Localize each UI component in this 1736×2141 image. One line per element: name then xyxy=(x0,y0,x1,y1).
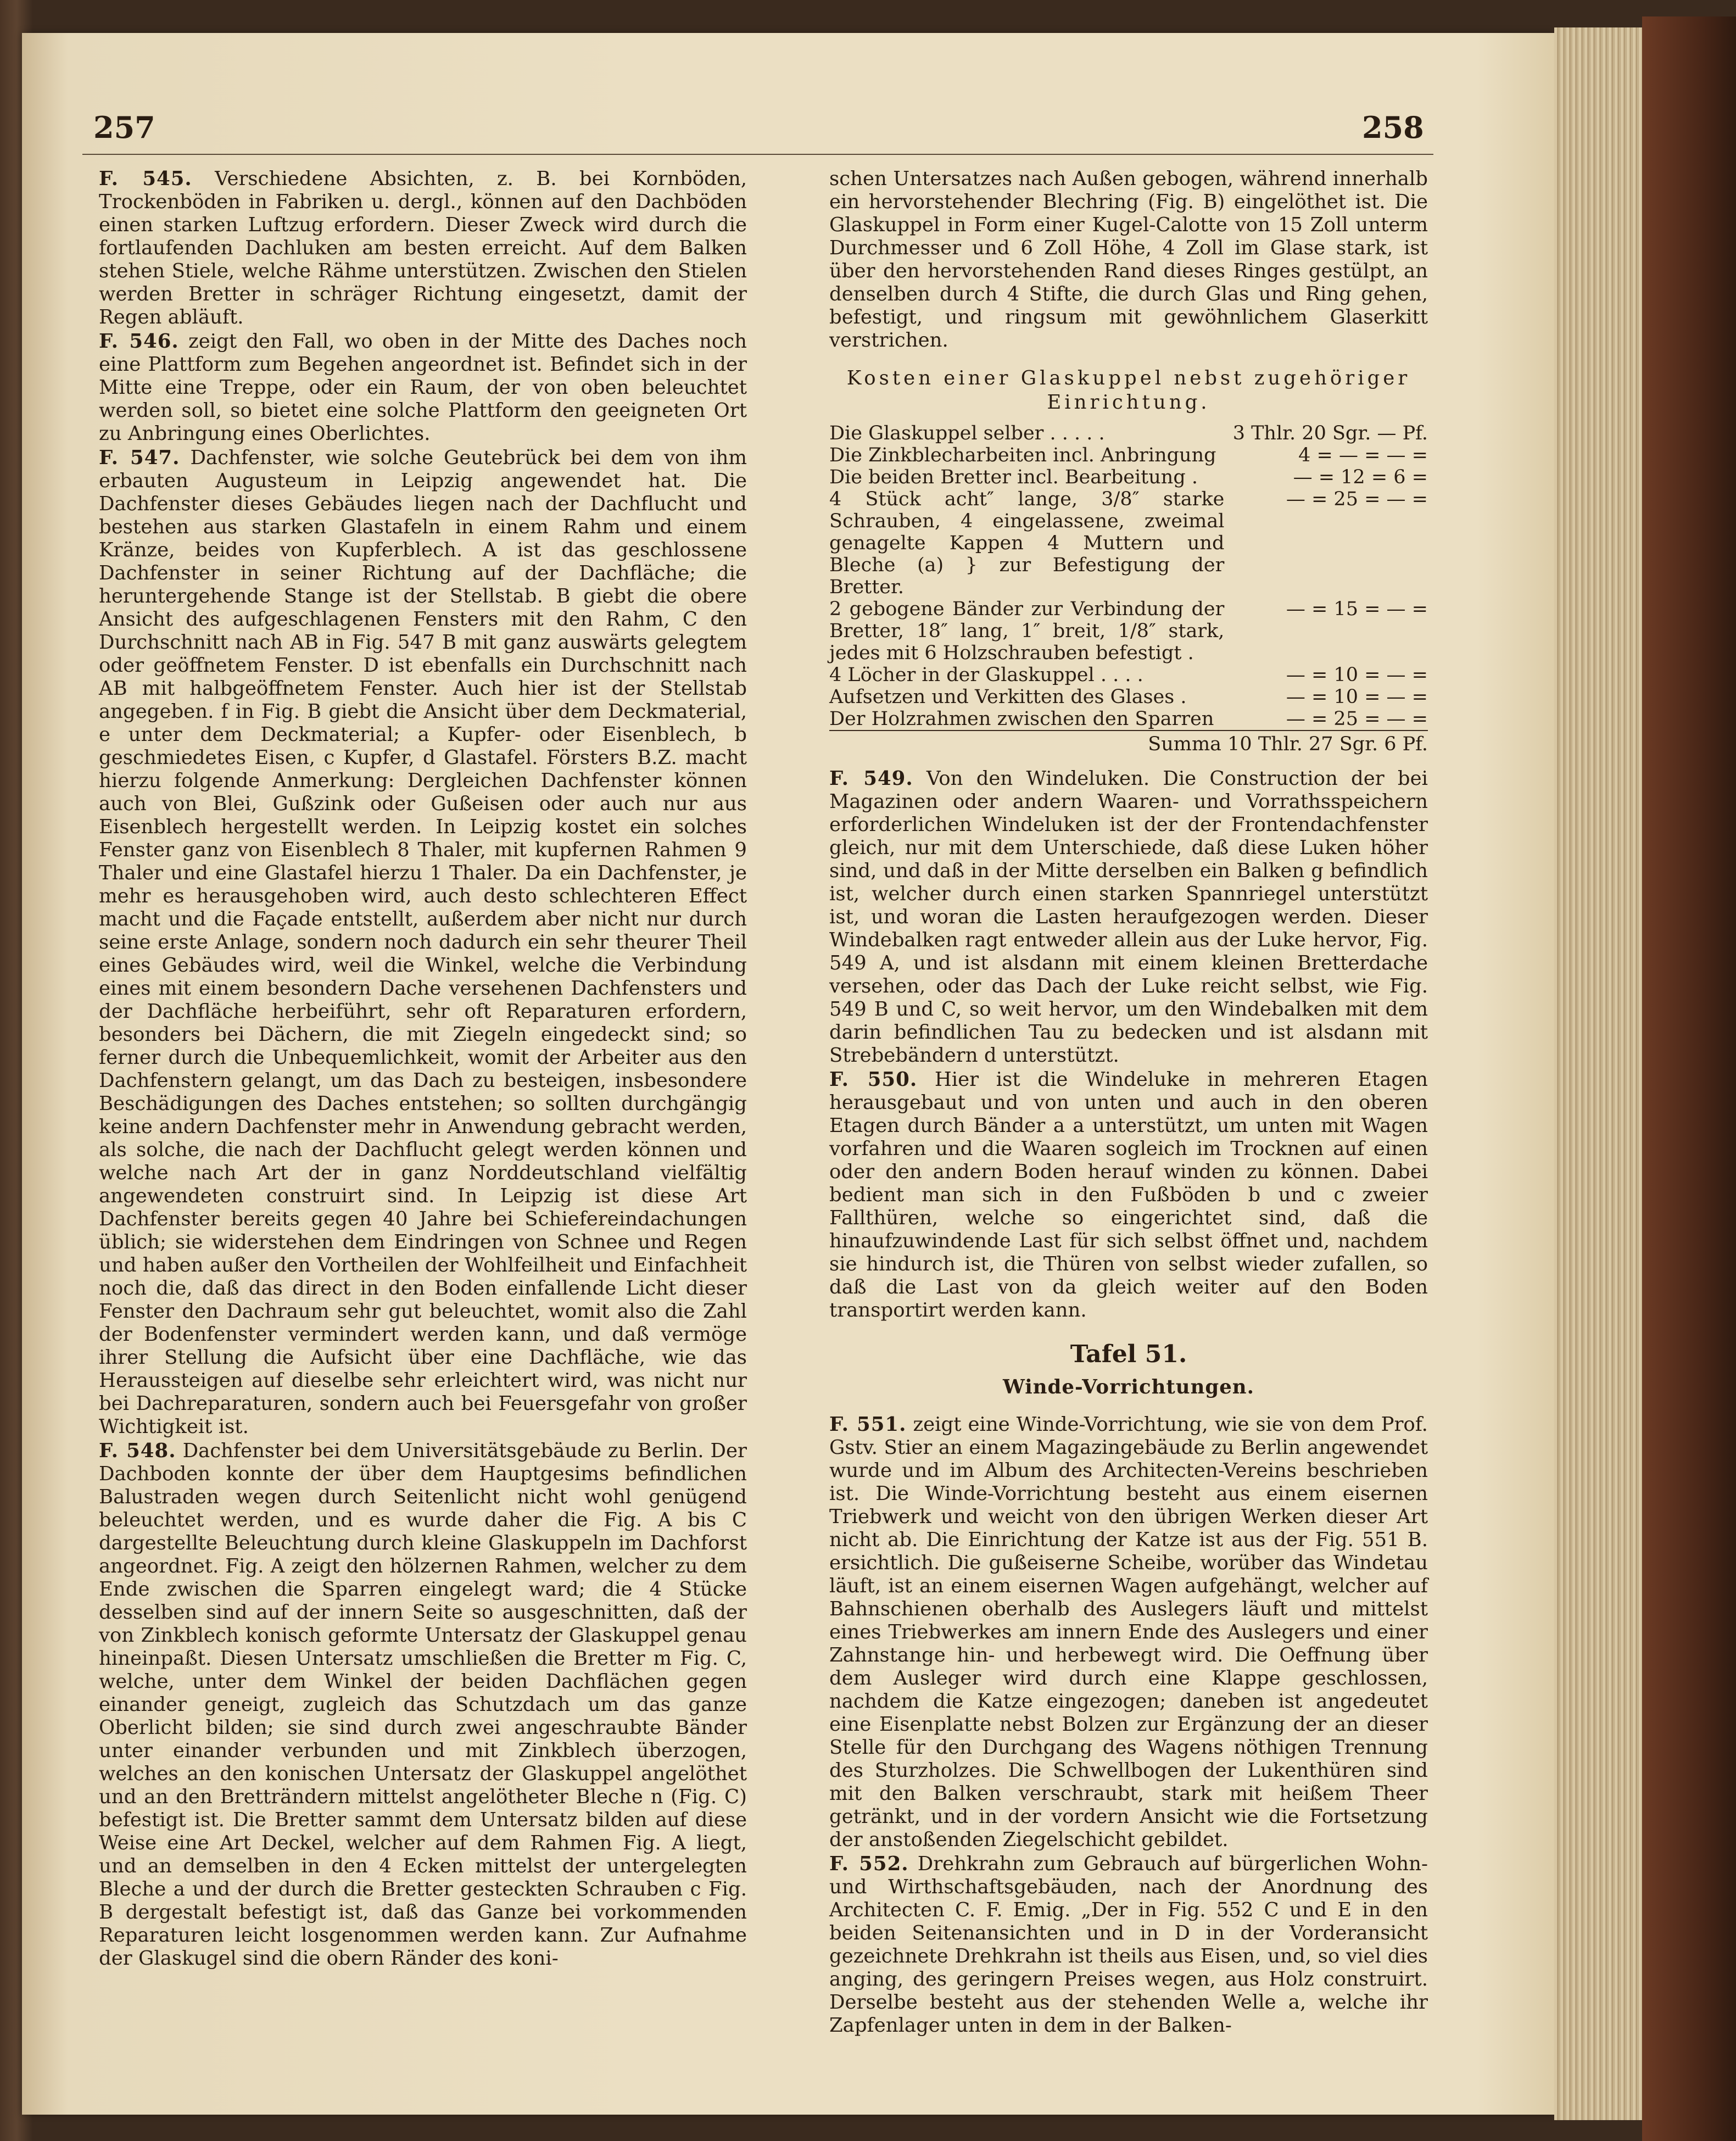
entry-number: F. 549. xyxy=(829,767,913,790)
cost-amount: 3 Thlr. 20 Sgr. — Pf. xyxy=(1232,422,1428,444)
cost-row xyxy=(829,686,1428,708)
left-column xyxy=(99,168,747,1971)
entry-text: zeigt den Fall, wo oben in der Mitte des Daches noch eine Plattform zum Begehen angeordnet ist. Befindet sich in der Mitte eine Treppe, oder ein Raum, der von oben beleuchtet werden soll, so bietet eine solche Plattform den geeigneten Ort zu Anbringung eines Oberlichtes. xyxy=(99,330,747,445)
entry-text: Von den Windeluken. Die Construction der bei Magazinen oder andern Waaren- und Vorrathsspeichern erforderlichen Windeluken ist der der Frontendachfenster gleich, nur mit dem Unterschiede, daß diese Luken höher sind, und daß in der Mitte derselben ein Balken g befindlich ist, welcher durch einen starken Spannriegel unterstützt ist, und woran die Lasten heraufgezogen werden. Dieser Windebalken ragt entweder allein aus der Luke hervor, Fig. 549 A, und ist alsdann mit einem kleinen Bretterdache versehen, oder das Dach der Luke reicht selbst, wie Fig. 549 B und C, so weit hervor, um den Windebalken mit dem darin befindlichen Tau zu bedecken und ist alsdann mit Strebebändern d unterstützt. xyxy=(829,767,1428,1067)
cost-desc: Die Glaskuppel selber . . . . . xyxy=(829,422,1105,444)
cost-row xyxy=(829,422,1428,444)
entry-number: F. 545. xyxy=(99,168,192,190)
entry-text: Hier ist die Windeluke in mehreren Etagen herausgebaut und von unten und auch in den oberen Etagen durch Bänder a a unterstützt, um unten mit Wagen vorfahren und die Waaren sogleich im Trocknen auf einen oder den andern Boden herauf winden zu können. Dabei bedient man sich in den Fußböden b und c zweier Fallthüren, welche so eingerichtet sind, daß die hinaufzuwindende Last für sich selbst öffnet und, nachdem sie hindurch ist, die Thüren von selbst wieder zufallen, so daß die Last von da gleich weiter auf den Boden transportirt werden kann. xyxy=(829,1068,1428,1322)
book-cover xyxy=(1642,16,1736,2141)
entry-text: Dachfenster bei dem Universitätsgebäude zu Berlin. Der Dachboden konnte der über dem Hauptgesims befindlichen Balustraden wegen durch Seitenlicht nicht wohl genügend beleuchtet werden, und es wurde daher die Fig. A bis C dargestellte Beleuchtung durch kleine Glaskuppeln im Dachforst angeordnet. Fig. A zeigt den hölzernen Rahmen, welcher zu dem Ende zwischen die Sparren eingelegt ward; die 4 Stücke desselben sind auf der innern Seite so ausgeschnitten, daß der von Zinkblech konisch geformte Untersatz der Glaskuppel genau hineinpaßt. Diesen Untersatz umschließen die Bretter m Fig. C, welche, unter dem Winkel der beiden Dachflächen gegen einander geneigt, zugleich das Schutzdach um das ganze Oberlicht bilden; sie sind durch zwei angeschraubte Bänder unter einander verbunden und mit Zinkblech überzogen, welches an den konischen Untersatz der Glaskuppel angelöthet und an den Bretträndern mittelst angelötheter Bleche n (Fig. C) befestigt ist. Die Bretter sammt dem Untersatz bilden auf diese Weise eine Art Deckel, welcher auf dem Rahmen Fig. A liegt, und an demselben in den 4 Ecken mittelst der untergelegten Bleche a und der durch die Bretter gesteckten Schrauben c Fig. B dergestalt befestigt ist, daß das Ganze bei vorkommenden Reparaturen leicht losgenommen werden kann. Zur Aufnahme der Glaskugel sind die obern Ränder des koni- xyxy=(99,1440,747,1970)
entry-550 xyxy=(829,1068,1428,1322)
cost-row xyxy=(829,664,1428,686)
page-edges xyxy=(1554,27,1642,2120)
header-rule xyxy=(82,154,1433,155)
cost-amount: — = 12 = 6 = xyxy=(1293,466,1428,488)
cost-desc: Aufsetzen und Verkitten des Glases . xyxy=(829,686,1187,708)
entry-text: zeigt eine Winde-Vorrichtung, wie sie von dem Prof. Gstv. Stier an einem Magazingebäude zu Berlin angewendet wurde und im Album des Architecten-Vereins beschrieben ist. Die Winde-Vorrichtung besteht aus einem eisernen Triebwerk und weicht von den übrigen Werken dieser Art nicht ab. Die Einrichtung der Katze ist aus der Fig. 551 B. ersichtlich. Die gußeiserne Scheibe, worüber das Windetau läuft, ist an einem eisernen Wagen aufgehängt, welcher auf Bahnschienen oberhalb des Auslegers läuft und mittelst eines Triebwerkes am innern Ende des Auslegers und einer Zahnstange hin- und herbewegt wird. Die Oeffnung über dem Ausleger wird durch eine Klappe geschlossen, nachdem die Katze eingezogen; daneben ist angedeutet eine Eisenplatte nebst Bolzen zur Ergänzung der an dieser Stelle für den Durchgang des Wagens nöthigen Trennung des Sturzholzes. Die Schwellbogen der Lukenthüren sind mit den Balken verschraubt, stark mit heißem Theer getränkt, und in der vordern Ansicht wie die Fortsetzung der anstoßenden Ziegelschicht gebildet. xyxy=(829,1413,1428,1851)
entry-number: F. 546. xyxy=(99,330,179,353)
cost-amount: — = 15 = — = xyxy=(1286,598,1428,620)
entry-number: F. 551. xyxy=(829,1413,907,1436)
entry-548 xyxy=(99,1440,747,1970)
entry-text: Drehkrahn zum Gebrauch auf bürgerlichen Wohn- und Wirthschaftsgebäuden, nach der Anordnung des Architecten C. F. Emig. „Der in Fig. 552 C und E in den beiden Seitenansichten und in D in der Vorderansicht gezeichnete Drehkrahn ist theils aus Eisen, und, so viel dies anging, des geringern Preises wegen, aus Holz construirt. Derselbe besteht aus der stehenden Welle a, welche ihr Zapfenlager unten in dem in der Balken- xyxy=(829,1853,1428,2037)
cost-sum: Summa 10 Thlr. 27 Sgr. 6 Pf. xyxy=(829,731,1428,755)
entry-549 xyxy=(829,767,1428,1067)
right-column xyxy=(829,168,1428,2038)
plate-title: Tafel 51. xyxy=(1070,1340,1187,1368)
cost-desc: Die Zinkblecharbeiten incl. Anbringung xyxy=(829,444,1216,466)
entry-text: Verschiedene Absichten, z. B. bei Kornböden, Trockenböden in Fabriken u. dergl., können auf den Dachböden einen starken Luftzug erfordern. Dieser Zweck wird durch die fortlaufenden Dachluken am besten erreicht. Auf dem Balken stehen Stiele, welche Rähme unterstützen. Zwischen den Stielen werden Bretter in schräger Richtung eingesetzt, damit der Regen abläuft. xyxy=(99,168,747,328)
cost-desc: Die beiden Bretter incl. Bearbeitung . xyxy=(829,466,1198,488)
entry-548-continued: schen Untersatzes nach Außen gebogen, während innerhalb ein hervorstehender Blechring (Fig. B) eingelöthet ist. Die Glaskuppel in Form einer Kugel-Calotte von 15 Zoll unterm Durchmesser und 6 Zoll Höhe, 4 Zoll im Glase stark, ist über den hervorstehenden Rand dieses Ringes gestülpt, an denselben durch 4 Stifte, die durch Glas und Ring gehen, befestigt, und ringsum mit gewöhnlichem Glaserkitt verstrichen. xyxy=(829,168,1428,352)
entry-number: F. 548. xyxy=(99,1440,176,1462)
page-number-right: 258 xyxy=(1362,110,1424,145)
cost-row xyxy=(829,444,1428,466)
cost-amount: — = 25 = — = xyxy=(1286,708,1428,730)
cost-row xyxy=(829,466,1428,488)
cost-amount: — = 25 = — = xyxy=(1286,488,1428,510)
cost-row xyxy=(829,488,1428,598)
cost-table xyxy=(829,422,1428,755)
cost-desc: Der Holzrahmen zwischen den Sparren xyxy=(829,708,1214,730)
entry-number: F. 552. xyxy=(829,1853,909,1875)
entry-number: F. 550. xyxy=(829,1068,918,1091)
plate-subtitle: Winde-Vorrichtungen. xyxy=(1003,1376,1254,1398)
entry-551 xyxy=(829,1413,1428,1852)
entry-552 xyxy=(829,1853,1428,2037)
cost-row xyxy=(829,598,1428,664)
cost-desc: 4 Löcher in der Glaskuppel . . . . xyxy=(829,664,1143,686)
cost-amount: 4 = — = — = xyxy=(1298,444,1428,466)
entry-545 xyxy=(99,168,747,329)
page-number-left: 257 xyxy=(93,110,155,145)
entry-number: F. 547. xyxy=(99,447,180,469)
entry-text: Dachfenster, wie solche Geutebrück bei dem von ihm erbauten Augusteum in Leipzig angewendet hat. Die Dachfenster dieses Gebäudes liegen nach der Dachflucht und bestehen aus starken Glastafeln in einem Rahm und einem Kränze, beides von Kupferblech. A ist das geschlossene Dachfenster in seiner Richtung auf der Dachfläche; die heruntergehende Stange ist der Stellstab. B giebt die obere Ansicht des aufgeschlagenen Fensters mit den Rahm, C den Durchschnitt nach AB in Fig. 547 B mit ganz auswärts gelegtem oder geöffnetem Fenster. D ist ebenfalls ein Durchschnitt nach AB mit halbgeöffnetem Fenster. Auch hier ist der Stellstab angegeben. f in Fig. B giebt die Ansicht über dem Deckmaterial, e unter dem Deckmaterial; a Kupfer- oder Eisenblech, b geschmiedetes Eisen, c Kupfer, d Glastafel. Försters B.Z. macht hierzu folgende Anmerkung: Dergleichen Dachfenster können auch von Blei, Gußzink oder Gußeisen oder auch nur aus Eisenblech hergestellt werden. In Leipzig kostet ein solches Fenster ganz von Eisenblech 8 Thaler, mit kupfernen Rahmen 9 Thaler und eine Glastafel hierzu 1 Thaler. Da ein Dachfenster, je mehr es herausgehoben wird, auch desto schlechteren Effect macht und die Façade entstellt, außerdem aber nicht nur durch seine erste Anlage, sondern noch dadurch ein sehr theurer Theil eines Gebäudes wird, weil die Winkel, welche die Verbindung eines mit einem besondern Dache versehenen Dachfensters und der Dachfläche herbeiführt, sehr oft Reparaturen erfordern, besonders bei Dächern, die mit Ziegeln eingedeckt sind; so ferner durch die Unbequemlichkeit, womit der Arbeiter aus den Dachfenstern gelangt, um das Dach zu besteigen, insbesondere Beschädigungen des Daches entstehen; so sollten durchgängig keine andern Dachfenster mehr in Anwendung gebracht werden, als solche, die nach der Dachflucht gelegt werden können und welche nach Art der in ganz Norddeutschland vielfältig angewendeten construirt sind. In Leipzig ist diese Art Dachfenster bereits gegen 40 Jahre bei Schiefereindachungen üblich; sie widerstehen dem Eindringen von Schnee und Regen und haben außer den Vortheilen der Wohlfeilheit und Einfachheit noch die, daß das direct in den Boden einfallende Licht dieser Fenster den Dachraum sehr gut beleuchtet, womit also die Zahl der Bodenfenster vermindert werden kann, und daß vermöge ihrer Stellung die Aufsicht über eine Dachfläche, wie das Heraussteigen auf dieselbe sehr erleichtert wird, was nicht nur bei Dachreparaturen, sondern auch bei Feuersgefahr von großer Wichtigkeit ist. xyxy=(99,447,747,1438)
cost-desc: 4 Stück acht″ lange, 3/8″ starke Schrauben, 4 eingelassene, zweimal genagelte Kappen 4 Muttern und Bleche (a) } zur Befestigung der Bretter. xyxy=(829,488,1225,598)
cost-sum-row xyxy=(829,731,1428,755)
cost-row xyxy=(829,708,1428,731)
entry-546 xyxy=(99,330,747,445)
entry-547 xyxy=(99,447,747,1439)
cost-table-heading: Kosten einer Glaskuppel nebst zugehöriger Einrichtung. xyxy=(846,367,1411,414)
cost-amount: — = 10 = — = xyxy=(1286,686,1428,708)
cost-desc: 2 gebogene Bänder zur Verbindung der Bretter, 18″ lang, 1″ breit, 1/8″ stark, jedes mit 6 Holzschrauben befestigt . xyxy=(829,598,1225,664)
cost-amount: — = 10 = — = xyxy=(1286,664,1428,686)
